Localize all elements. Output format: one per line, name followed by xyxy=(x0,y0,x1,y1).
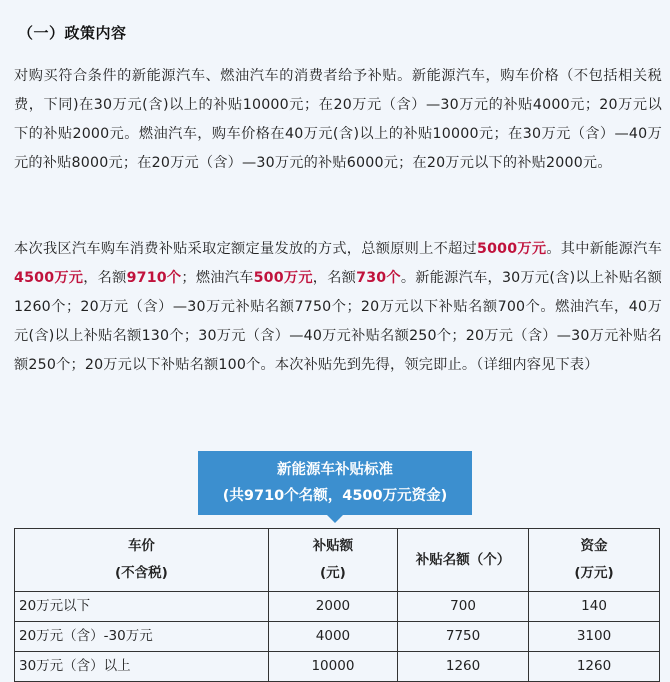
cell-quota: 1260 xyxy=(398,652,529,682)
cell-subsidy: 4000 xyxy=(268,622,397,652)
section-title: （一）政策内容 xyxy=(18,24,127,42)
banner-title: 新能源车补贴标准 xyxy=(277,462,393,478)
table-row xyxy=(15,622,660,652)
policy-paragraph-1: 对购买符合条件的新能源汽车、燃油汽车的消费者给予补贴。新能源汽车，购车价格（不包括相关税费，下同)在30万元(含)以上的补贴10000元；在20万元（含）—30万元的补贴4000元；20万元以下的补贴2000元。燃油汽车，购车价格在40万元(含)以上的补贴10000元；在30万元（含）—40万元的补贴8000元；在20万元（含）—30万元的补贴6000元；在20万元以下的补贴2000元。 xyxy=(14,68,662,171)
cell-subsidy: 2000 xyxy=(268,592,397,622)
table-row xyxy=(15,652,660,682)
nev-quota-highlight: 9710个 xyxy=(126,270,182,286)
table-header-row xyxy=(15,529,660,592)
paragraph2-text-6: 。新能源汽车，30万元(含)以上补贴名额1260个；20万元（含）—30万元补贴名额7750个；20万元以下补贴名额700个。燃油汽车，40万元(含)以上补贴名额130个；30万元（含）—40万元补贴名额250个；20万元（含）—30万元补贴名额250个；20万元以下补贴名额100个。本次补贴先到先得，领完即止。（详细内容见下表） xyxy=(14,270,662,373)
header-quota: 补贴名额（个） xyxy=(398,529,529,592)
total-amount-highlight: 5000万元 xyxy=(477,241,547,257)
table-banner xyxy=(198,451,472,515)
banner-subtitle: (共9710个名额，4500万元资金) xyxy=(222,488,448,504)
banner-pointer xyxy=(327,515,343,523)
header-price: 车价 (不含税) xyxy=(15,529,269,592)
paragraph2-text-3: ，名额 xyxy=(83,270,127,286)
fuel-amount-highlight: 500万元 xyxy=(253,270,313,286)
cell-quota: 7750 xyxy=(398,622,529,652)
table-row xyxy=(15,592,660,622)
fuel-quota-highlight: 730个 xyxy=(356,270,401,286)
cell-subsidy: 10000 xyxy=(268,652,397,682)
cell-price: 20万元（含）-30万元 xyxy=(15,622,269,652)
cell-funds: 1260 xyxy=(529,652,660,682)
header-subsidy-amount: 补贴额 (元) xyxy=(268,529,397,592)
cell-quota: 700 xyxy=(398,592,529,622)
policy-paragraph-2 xyxy=(14,235,662,380)
header-funds: 资金 (万元) xyxy=(529,529,660,592)
paragraph2-text-1: 本次我区汽车购车消费补贴采取定额定量发放的方式，总额原则上不超过 xyxy=(14,241,478,257)
cell-funds: 140 xyxy=(529,592,660,622)
subsidy-table xyxy=(14,528,660,682)
nev-amount-highlight: 4500万元 xyxy=(14,270,84,286)
cell-price: 30万元（含）以上 xyxy=(15,652,269,682)
cell-funds: 3100 xyxy=(529,622,660,652)
paragraph2-text-2: 。其中新能源汽车 xyxy=(546,241,662,257)
paragraph2-text-5: ，名额 xyxy=(312,270,357,286)
paragraph2-text-4: ；燃油汽车 xyxy=(181,270,254,286)
cell-price: 20万元以下 xyxy=(15,592,269,622)
